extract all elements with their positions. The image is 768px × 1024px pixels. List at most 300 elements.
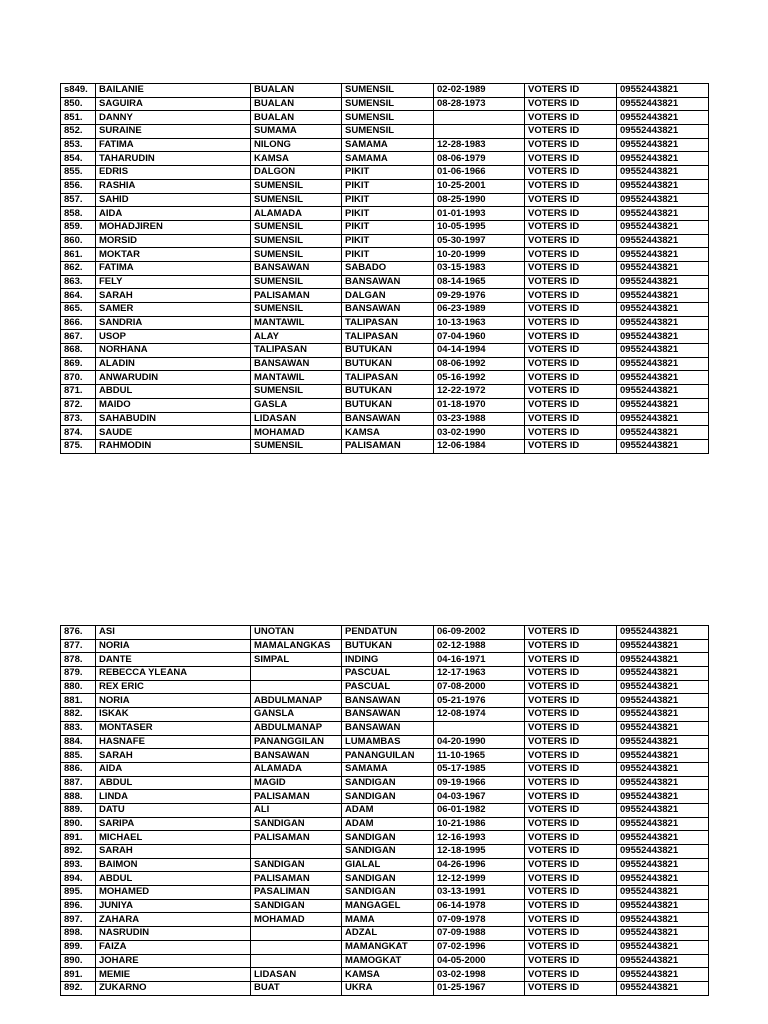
- table-row: [61, 248, 709, 262]
- middle-name-cell: MOHAMAD: [251, 426, 342, 440]
- birth-date-cell: 04-16-1971: [434, 653, 525, 667]
- table-row: [61, 84, 709, 98]
- table-row: [61, 694, 709, 708]
- first-name-cell: DANTE: [96, 653, 251, 667]
- last-name-cell: BUTUKAN: [342, 398, 434, 412]
- last-name-cell: LUMAMBAS: [342, 735, 434, 749]
- table-row: [61, 981, 709, 995]
- first-name-cell: FELY: [96, 275, 251, 289]
- birth-date-cell: 05-17-1985: [434, 762, 525, 776]
- contact-number-cell: 09552443821: [617, 316, 709, 330]
- id-type-cell: VOTERS ID: [525, 234, 617, 248]
- contact-number-cell: 09552443821: [617, 831, 709, 845]
- birth-date-cell: 04-03-1967: [434, 790, 525, 804]
- first-name-cell: EDRIS: [96, 166, 251, 180]
- table-row: [61, 193, 709, 207]
- row-number-cell: 866.: [61, 316, 96, 330]
- row-number-cell: 859.: [61, 220, 96, 234]
- last-name-cell: BUTUKAN: [342, 639, 434, 653]
- last-name-cell: SANDIGAN: [342, 845, 434, 859]
- last-name-cell: ADZAL: [342, 927, 434, 941]
- contact-number-cell: 09552443821: [617, 680, 709, 694]
- table-row: [61, 152, 709, 166]
- contact-number-cell: 09552443821: [617, 439, 709, 453]
- last-name-cell: PIKIT: [342, 193, 434, 207]
- middle-name-cell: SUMENSIL: [251, 385, 342, 399]
- middle-name-cell: TALIPASAN: [251, 344, 342, 358]
- row-number-cell: 895.: [61, 886, 96, 900]
- birth-date-cell: 09-29-1976: [434, 289, 525, 303]
- last-name-cell: SAMAMA: [342, 152, 434, 166]
- row-number-cell: 884.: [61, 735, 96, 749]
- last-name-cell: DALGAN: [342, 289, 434, 303]
- birth-date-cell: 05-16-1992: [434, 371, 525, 385]
- birth-date-cell: 03-13-1991: [434, 886, 525, 900]
- first-name-cell: REX ERIC: [96, 680, 251, 694]
- row-number-cell: 857.: [61, 193, 96, 207]
- first-name-cell: SAUDE: [96, 426, 251, 440]
- row-number-cell: 898.: [61, 927, 96, 941]
- contact-number-cell: 09552443821: [617, 371, 709, 385]
- middle-name-cell: SUMENSIL: [251, 439, 342, 453]
- first-name-cell: NASRUDIN: [96, 927, 251, 941]
- middle-name-cell: BANSAWAN: [251, 357, 342, 371]
- last-name-cell: SABADO: [342, 261, 434, 275]
- id-type-cell: VOTERS ID: [525, 138, 617, 152]
- middle-name-cell: UNOTAN: [251, 626, 342, 640]
- birth-date-cell: 10-05-1995: [434, 220, 525, 234]
- birth-date-cell: 05-21-1976: [434, 694, 525, 708]
- birth-date-cell: [434, 125, 525, 139]
- last-name-cell: BUTUKAN: [342, 385, 434, 399]
- last-name-cell: GIALAL: [342, 858, 434, 872]
- row-number-cell: 850.: [61, 97, 96, 111]
- table-row: [61, 303, 709, 317]
- row-number-cell: 869.: [61, 357, 96, 371]
- middle-name-cell: ALAMADA: [251, 762, 342, 776]
- contact-number-cell: 09552443821: [617, 152, 709, 166]
- row-number-cell: 861.: [61, 248, 96, 262]
- id-type-cell: VOTERS ID: [525, 858, 617, 872]
- contact-number-cell: 09552443821: [617, 886, 709, 900]
- contact-number-cell: 09552443821: [617, 954, 709, 968]
- contact-number-cell: 09552443821: [617, 940, 709, 954]
- first-name-cell: BAILANIE: [96, 84, 251, 98]
- birth-date-cell: 07-02-1996: [434, 940, 525, 954]
- middle-name-cell: [251, 667, 342, 681]
- last-name-cell: SAMAMA: [342, 762, 434, 776]
- birth-date-cell: 06-14-1978: [434, 899, 525, 913]
- middle-name-cell: BANSAWAN: [251, 749, 342, 763]
- id-type-cell: VOTERS ID: [525, 735, 617, 749]
- middle-name-cell: PALISAMAN: [251, 872, 342, 886]
- table-row: [61, 371, 709, 385]
- first-name-cell: MAIDO: [96, 398, 251, 412]
- contact-number-cell: 09552443821: [617, 762, 709, 776]
- row-number-cell: 854.: [61, 152, 96, 166]
- last-name-cell: PANANGUILAN: [342, 749, 434, 763]
- birth-date-cell: 08-06-1992: [434, 357, 525, 371]
- middle-name-cell: PASALIMAN: [251, 886, 342, 900]
- id-type-cell: VOTERS ID: [525, 303, 617, 317]
- table-row: [61, 886, 709, 900]
- row-number-cell: 878.: [61, 653, 96, 667]
- middle-name-cell: ALAY: [251, 330, 342, 344]
- middle-name-cell: GASLA: [251, 398, 342, 412]
- middle-name-cell: MANTAWIL: [251, 371, 342, 385]
- id-type-cell: VOTERS ID: [525, 845, 617, 859]
- first-name-cell: SARAH: [96, 289, 251, 303]
- contact-number-cell: 09552443821: [617, 84, 709, 98]
- id-type-cell: VOTERS ID: [525, 371, 617, 385]
- birth-date-cell: 05-30-1997: [434, 234, 525, 248]
- contact-number-cell: 09552443821: [617, 125, 709, 139]
- id-type-cell: VOTERS ID: [525, 316, 617, 330]
- birth-date-cell: 08-28-1973: [434, 97, 525, 111]
- id-type-cell: VOTERS ID: [525, 166, 617, 180]
- contact-number-cell: 09552443821: [617, 708, 709, 722]
- table-row: [61, 316, 709, 330]
- first-name-cell: MORSID: [96, 234, 251, 248]
- middle-name-cell: ABDULMANAP: [251, 721, 342, 735]
- table-row: [61, 439, 709, 453]
- row-number-cell: 877.: [61, 639, 96, 653]
- birth-date-cell: 12-22-1972: [434, 385, 525, 399]
- first-name-cell: MOKTAR: [96, 248, 251, 262]
- contact-number-cell: 09552443821: [617, 927, 709, 941]
- id-type-cell: VOTERS ID: [525, 776, 617, 790]
- middle-name-cell: SUMAMA: [251, 125, 342, 139]
- contact-number-cell: 09552443821: [617, 193, 709, 207]
- birth-date-cell: 12-16-1993: [434, 831, 525, 845]
- first-name-cell: ANWARUDIN: [96, 371, 251, 385]
- id-type-cell: VOTERS ID: [525, 940, 617, 954]
- last-name-cell: TALIPASAN: [342, 371, 434, 385]
- birth-date-cell: 04-26-1996: [434, 858, 525, 872]
- birth-date-cell: 12-18-1995: [434, 845, 525, 859]
- row-number-cell: 852.: [61, 125, 96, 139]
- last-name-cell: BANSAWAN: [342, 694, 434, 708]
- contact-number-cell: 09552443821: [617, 166, 709, 180]
- middle-name-cell: MAGID: [251, 776, 342, 790]
- first-name-cell: FATIMA: [96, 138, 251, 152]
- voters-table-2: [60, 625, 709, 996]
- table-row: [61, 680, 709, 694]
- last-name-cell: PASCUAL: [342, 680, 434, 694]
- birth-date-cell: 08-14-1965: [434, 275, 525, 289]
- id-type-cell: VOTERS ID: [525, 954, 617, 968]
- birth-date-cell: 03-23-1988: [434, 412, 525, 426]
- contact-number-cell: 09552443821: [617, 261, 709, 275]
- table-row: [61, 790, 709, 804]
- middle-name-cell: BANSAWAN: [251, 261, 342, 275]
- contact-number-cell: 09552443821: [617, 817, 709, 831]
- table-row: [61, 858, 709, 872]
- middle-name-cell: PALISAMAN: [251, 289, 342, 303]
- row-number-cell: 875.: [61, 439, 96, 453]
- middle-name-cell: DALGON: [251, 166, 342, 180]
- id-type-cell: VOTERS ID: [525, 330, 617, 344]
- first-name-cell: TAHARUDIN: [96, 152, 251, 166]
- middle-name-cell: ALI: [251, 803, 342, 817]
- birth-date-cell: 09-19-1966: [434, 776, 525, 790]
- table-row: [61, 330, 709, 344]
- id-type-cell: VOTERS ID: [525, 193, 617, 207]
- last-name-cell: BANSAWAN: [342, 275, 434, 289]
- row-number-cell: 867.: [61, 330, 96, 344]
- contact-number-cell: 09552443821: [617, 639, 709, 653]
- birth-date-cell: 03-15-1983: [434, 261, 525, 275]
- last-name-cell: MAMOGKAT: [342, 954, 434, 968]
- id-type-cell: VOTERS ID: [525, 639, 617, 653]
- row-number-cell: 876.: [61, 626, 96, 640]
- contact-number-cell: 09552443821: [617, 330, 709, 344]
- last-name-cell: KAMSA: [342, 426, 434, 440]
- id-type-cell: VOTERS ID: [525, 207, 617, 221]
- middle-name-cell: BUALAN: [251, 111, 342, 125]
- table-row: [61, 398, 709, 412]
- id-type-cell: VOTERS ID: [525, 275, 617, 289]
- contact-number-cell: 09552443821: [617, 667, 709, 681]
- last-name-cell: MAMA: [342, 913, 434, 927]
- contact-number-cell: 09552443821: [617, 913, 709, 927]
- id-type-cell: VOTERS ID: [525, 708, 617, 722]
- birth-date-cell: 12-06-1984: [434, 439, 525, 453]
- birth-date-cell: 01-06-1966: [434, 166, 525, 180]
- first-name-cell: ALADIN: [96, 357, 251, 371]
- birth-date-cell: 02-12-1988: [434, 639, 525, 653]
- row-number-cell: 889.: [61, 803, 96, 817]
- row-number-cell: 855.: [61, 166, 96, 180]
- table-row: [61, 385, 709, 399]
- middle-name-cell: PALISAMAN: [251, 790, 342, 804]
- last-name-cell: UKRA: [342, 981, 434, 995]
- table-row: [61, 207, 709, 221]
- id-type-cell: VOTERS ID: [525, 248, 617, 262]
- first-name-cell: SURAINE: [96, 125, 251, 139]
- contact-number-cell: 09552443821: [617, 981, 709, 995]
- middle-name-cell: LIDASAN: [251, 412, 342, 426]
- last-name-cell: PENDATUN: [342, 626, 434, 640]
- birth-date-cell: 01-01-1993: [434, 207, 525, 221]
- last-name-cell: SUMENSIL: [342, 125, 434, 139]
- table-row: [61, 831, 709, 845]
- middle-name-cell: PANANGGILAN: [251, 735, 342, 749]
- middle-name-cell: MANTAWIL: [251, 316, 342, 330]
- birth-date-cell: 04-05-2000: [434, 954, 525, 968]
- table-row: [61, 872, 709, 886]
- middle-name-cell: SANDIGAN: [251, 817, 342, 831]
- id-type-cell: VOTERS ID: [525, 790, 617, 804]
- table-row: [61, 220, 709, 234]
- last-name-cell: PIKIT: [342, 234, 434, 248]
- contact-number-cell: 09552443821: [617, 207, 709, 221]
- middle-name-cell: SUMENSIL: [251, 234, 342, 248]
- table-row: [61, 412, 709, 426]
- row-number-cell: 886.: [61, 762, 96, 776]
- first-name-cell: SARIPA: [96, 817, 251, 831]
- middle-name-cell: MAMALANGKAS: [251, 639, 342, 653]
- contact-number-cell: 09552443821: [617, 344, 709, 358]
- middle-name-cell: [251, 680, 342, 694]
- birth-date-cell: 12-28-1983: [434, 138, 525, 152]
- row-number-cell: 874.: [61, 426, 96, 440]
- id-type-cell: VOTERS ID: [525, 261, 617, 275]
- table-row: [61, 653, 709, 667]
- last-name-cell: BUTUKAN: [342, 344, 434, 358]
- contact-number-cell: 09552443821: [617, 749, 709, 763]
- id-type-cell: VOTERS ID: [525, 927, 617, 941]
- first-name-cell: HASNAFE: [96, 735, 251, 749]
- row-number-cell: 892.: [61, 981, 96, 995]
- last-name-cell: PALISAMAN: [342, 439, 434, 453]
- birth-date-cell: 10-25-2001: [434, 179, 525, 193]
- first-name-cell: ISKAK: [96, 708, 251, 722]
- last-name-cell: SANDIGAN: [342, 790, 434, 804]
- middle-name-cell: SUMENSIL: [251, 179, 342, 193]
- table-row: [61, 899, 709, 913]
- id-type-cell: VOTERS ID: [525, 220, 617, 234]
- id-type-cell: VOTERS ID: [525, 749, 617, 763]
- table-row: [61, 667, 709, 681]
- first-name-cell: MONTASER: [96, 721, 251, 735]
- birth-date-cell: 01-25-1967: [434, 981, 525, 995]
- birth-date-cell: 11-10-1965: [434, 749, 525, 763]
- contact-number-cell: 09552443821: [617, 653, 709, 667]
- last-name-cell: INDING: [342, 653, 434, 667]
- birth-date-cell: 01-18-1970: [434, 398, 525, 412]
- birth-date-cell: 07-04-1960: [434, 330, 525, 344]
- contact-number-cell: 09552443821: [617, 845, 709, 859]
- table-row: [61, 357, 709, 371]
- row-number-cell: 891.: [61, 968, 96, 982]
- last-name-cell: PASCUAL: [342, 667, 434, 681]
- id-type-cell: VOTERS ID: [525, 398, 617, 412]
- id-type-cell: VOTERS ID: [525, 803, 617, 817]
- table-row: [61, 762, 709, 776]
- last-name-cell: BANSAWAN: [342, 721, 434, 735]
- row-number-cell: 893.: [61, 858, 96, 872]
- middle-name-cell: SUMENSIL: [251, 303, 342, 317]
- id-type-cell: VOTERS ID: [525, 653, 617, 667]
- middle-name-cell: PALISAMAN: [251, 831, 342, 845]
- contact-number-cell: 09552443821: [617, 721, 709, 735]
- first-name-cell: ZAHARA: [96, 913, 251, 927]
- id-type-cell: VOTERS ID: [525, 125, 617, 139]
- middle-name-cell: BUALAN: [251, 97, 342, 111]
- middle-name-cell: [251, 940, 342, 954]
- last-name-cell: ADAM: [342, 817, 434, 831]
- first-name-cell: SAMER: [96, 303, 251, 317]
- table-row: [61, 639, 709, 653]
- row-number-cell: 896.: [61, 899, 96, 913]
- birth-date-cell: 03-02-1990: [434, 426, 525, 440]
- table-row: [61, 344, 709, 358]
- birth-date-cell: 02-02-1989: [434, 84, 525, 98]
- middle-name-cell: SUMENSIL: [251, 275, 342, 289]
- first-name-cell: SAHID: [96, 193, 251, 207]
- id-type-cell: VOTERS ID: [525, 721, 617, 735]
- id-type-cell: VOTERS ID: [525, 84, 617, 98]
- table-row: [61, 138, 709, 152]
- row-number-cell: 865.: [61, 303, 96, 317]
- id-type-cell: VOTERS ID: [525, 899, 617, 913]
- row-number-cell: 853.: [61, 138, 96, 152]
- table-row: [61, 749, 709, 763]
- table-row: [61, 234, 709, 248]
- first-name-cell: SAGUIRA: [96, 97, 251, 111]
- row-number-cell: 882.: [61, 708, 96, 722]
- table-row: [61, 776, 709, 790]
- contact-number-cell: 09552443821: [617, 398, 709, 412]
- id-type-cell: VOTERS ID: [525, 886, 617, 900]
- last-name-cell: BANSAWAN: [342, 412, 434, 426]
- birth-date-cell: 08-25-1990: [434, 193, 525, 207]
- row-number-cell: 897.: [61, 913, 96, 927]
- row-number-cell: 862.: [61, 261, 96, 275]
- row-number-cell: s849.: [61, 84, 96, 98]
- row-number-cell: 885.: [61, 749, 96, 763]
- last-name-cell: SANDIGAN: [342, 831, 434, 845]
- birth-date-cell: 06-01-1982: [434, 803, 525, 817]
- contact-number-cell: 09552443821: [617, 776, 709, 790]
- id-type-cell: VOTERS ID: [525, 817, 617, 831]
- id-type-cell: VOTERS ID: [525, 626, 617, 640]
- row-number-cell: 860.: [61, 234, 96, 248]
- contact-number-cell: 09552443821: [617, 289, 709, 303]
- middle-name-cell: BUALAN: [251, 84, 342, 98]
- row-number-cell: 883.: [61, 721, 96, 735]
- birth-date-cell: 07-08-2000: [434, 680, 525, 694]
- first-name-cell: DATU: [96, 803, 251, 817]
- last-name-cell: PIKIT: [342, 166, 434, 180]
- id-type-cell: VOTERS ID: [525, 913, 617, 927]
- row-number-cell: 863.: [61, 275, 96, 289]
- birth-date-cell: 12-08-1974: [434, 708, 525, 722]
- contact-number-cell: 09552443821: [617, 275, 709, 289]
- row-number-cell: 873.: [61, 412, 96, 426]
- first-name-cell: RAHMODIN: [96, 439, 251, 453]
- id-type-cell: VOTERS ID: [525, 179, 617, 193]
- last-name-cell: SANDIGAN: [342, 776, 434, 790]
- contact-number-cell: 09552443821: [617, 220, 709, 234]
- middle-name-cell: NILONG: [251, 138, 342, 152]
- last-name-cell: KAMSA: [342, 968, 434, 982]
- row-number-cell: 888.: [61, 790, 96, 804]
- last-name-cell: SUMENSIL: [342, 111, 434, 125]
- middle-name-cell: [251, 927, 342, 941]
- row-number-cell: 879.: [61, 667, 96, 681]
- first-name-cell: ABDUL: [96, 776, 251, 790]
- table-row: [61, 735, 709, 749]
- id-type-cell: VOTERS ID: [525, 111, 617, 125]
- table-row: [61, 426, 709, 440]
- middle-name-cell: SUMENSIL: [251, 220, 342, 234]
- contact-number-cell: 09552443821: [617, 803, 709, 817]
- table-row: [61, 845, 709, 859]
- middle-name-cell: MOHAMAD: [251, 913, 342, 927]
- birth-date-cell: 10-20-1999: [434, 248, 525, 262]
- first-name-cell: LINDA: [96, 790, 251, 804]
- contact-number-cell: 09552443821: [617, 968, 709, 982]
- table-row: [61, 97, 709, 111]
- contact-number-cell: 09552443821: [617, 872, 709, 886]
- id-type-cell: VOTERS ID: [525, 426, 617, 440]
- birth-date-cell: 07-09-1978: [434, 913, 525, 927]
- table-row: [61, 125, 709, 139]
- table-row: [61, 166, 709, 180]
- contact-number-cell: 09552443821: [617, 790, 709, 804]
